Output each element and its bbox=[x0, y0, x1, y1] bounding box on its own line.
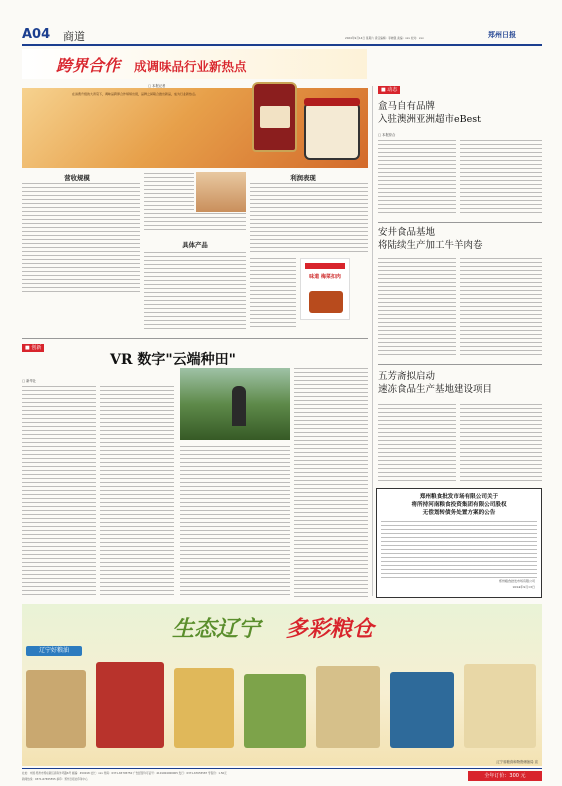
product-box-label: 味道 梅菜扣肉 bbox=[309, 274, 341, 280]
story2-col1 bbox=[378, 258, 456, 358]
story3-title-line1: 五芳斋拟启动 bbox=[378, 371, 436, 382]
sauce-jar bbox=[304, 102, 360, 160]
feature-bottom-rule bbox=[22, 338, 368, 339]
date-line: 2024年9月14日 星期六 责任编辑：李晓强 美编：xxx 校对：xxx bbox=[345, 36, 424, 40]
vr-text-col3 bbox=[180, 446, 290, 598]
section-name: 商道 bbox=[63, 30, 85, 43]
ad-slogan bbox=[172, 612, 374, 643]
vr-byline: □ 新华社 bbox=[22, 379, 37, 383]
price-badge: 全年订价：300 元 bbox=[468, 771, 542, 781]
notice-date: 2024年9月13日 bbox=[512, 585, 535, 589]
footer-line2: 新闻热线：0371-67655555 承印：郑州日报社印务中心 bbox=[22, 778, 88, 781]
ad-products bbox=[26, 662, 538, 752]
story1-col1 bbox=[378, 140, 456, 216]
subhead-category: 具体产品 bbox=[182, 241, 208, 249]
header-rule bbox=[22, 44, 542, 46]
ad-banner bbox=[22, 604, 542, 766]
right-section-tag: ■ 动态 bbox=[378, 86, 400, 94]
story3-col1 bbox=[378, 404, 456, 484]
story2-title bbox=[378, 226, 538, 252]
category-text bbox=[144, 252, 246, 330]
sauce-bottle bbox=[252, 82, 297, 152]
notice-body bbox=[381, 521, 537, 579]
feature-intro bbox=[72, 92, 232, 140]
vr-text-col1 bbox=[22, 386, 96, 598]
footer-rule bbox=[22, 768, 542, 769]
story1-title-line1: 盒马自有品牌 bbox=[378, 101, 436, 112]
product-box bbox=[300, 258, 350, 320]
story2-title-line1: 安井食品基地 bbox=[378, 227, 436, 238]
feature-byline: □ 本报记者 bbox=[148, 84, 166, 88]
story3-title-line2: 速冻食品生产基地建设项目 bbox=[378, 384, 493, 395]
ad-slogan-2: 多彩粮仓 bbox=[285, 616, 374, 642]
masthead-logo bbox=[488, 30, 516, 40]
ad-badge: 辽宁好粮油 bbox=[26, 646, 82, 656]
profit-text bbox=[250, 183, 368, 253]
subhead-profit: 利润表现 bbox=[290, 174, 316, 182]
footer-line1: 社址：中国·郑州市郑东新区商务外环路6号 邮编：450018 社长：xxx 传真：0371-65795750 广告经营许可证号：4101004000005 发行：0371-67655587 零售价：1.50元 bbox=[22, 772, 227, 775]
ad-footer-note: 辽宁省粮食和物资储备局 宣 bbox=[496, 760, 538, 764]
story3-col2 bbox=[460, 404, 542, 484]
notice-title-line3: 无偿划转债务处置方案的公告 bbox=[422, 510, 496, 516]
feature-headline-main: 成调味品行业新热点 bbox=[134, 59, 247, 74]
feature-banner bbox=[22, 49, 367, 79]
right-rule-2 bbox=[378, 364, 542, 365]
ad-slogan-1: 生态辽宁 bbox=[172, 616, 261, 642]
notice-title-line1: 郑州粮食批发市场有限公司关于 bbox=[419, 494, 499, 500]
column-divider bbox=[372, 86, 373, 596]
sales-text bbox=[22, 183, 140, 295]
vr-section-tag: ■ 创新 bbox=[22, 344, 44, 352]
story3-title bbox=[378, 370, 542, 396]
page-number: A04 bbox=[22, 27, 51, 42]
story1-col2 bbox=[460, 140, 542, 216]
product-photo bbox=[22, 88, 368, 168]
right-rule-1 bbox=[378, 222, 542, 223]
feature-headline-script: 跨界合作 bbox=[56, 56, 121, 75]
masthead-text: 郑州日报 bbox=[488, 30, 516, 39]
col2-text-mid bbox=[144, 213, 246, 233]
story1-title-line2: 入驻澳洲亚洲超市eBest bbox=[378, 114, 481, 125]
vr-photo bbox=[180, 368, 290, 440]
notice-title bbox=[377, 493, 541, 517]
col2-text-top bbox=[144, 173, 194, 213]
notice-company: 郑州粮食批发市场有限公司 bbox=[498, 579, 535, 583]
vr-text-col2 bbox=[100, 386, 174, 598]
notice-box bbox=[376, 488, 542, 598]
vr-text-col4 bbox=[294, 368, 368, 598]
vr-headline: VR 数字"云端种田" bbox=[110, 352, 236, 368]
profit-text-2 bbox=[250, 258, 296, 330]
story1-title bbox=[378, 100, 498, 126]
story2-col2 bbox=[460, 258, 542, 358]
sichuan-product-photo bbox=[196, 172, 246, 212]
story2-title-line2: 将陆续生产加工牛羊肉卷 bbox=[378, 240, 483, 251]
story1-byline: □ 本报综合 bbox=[378, 133, 396, 137]
subhead-sales: 营收规模 bbox=[64, 174, 90, 182]
notice-title-line2: 将所持河南粮食投资集团有限公司股权 bbox=[411, 502, 507, 508]
intro-text: 在消费升级的大背景下，调味品跨界合作频频出现，品牌之间联合推出新品，成为行业新热点。 bbox=[72, 92, 199, 96]
